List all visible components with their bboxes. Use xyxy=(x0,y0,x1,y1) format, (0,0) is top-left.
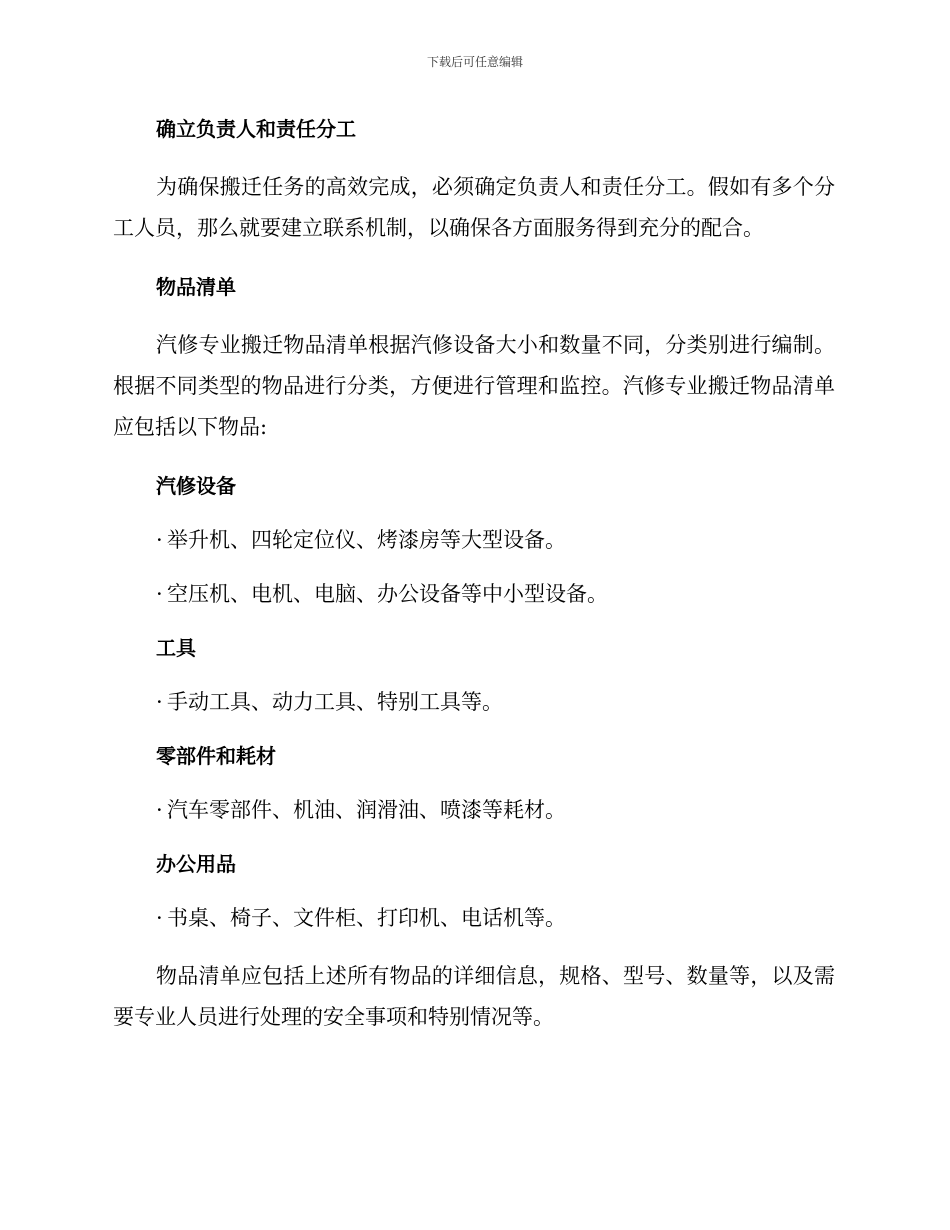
document-body xyxy=(113,113,835,1060)
list-item xyxy=(113,902,835,934)
list-item-text: 书桌、椅子、文件柜、打印机、电话机等。 xyxy=(167,906,566,930)
section-heading-responsibility: 确立负责人和责任分工 xyxy=(156,117,356,141)
paragraph-closing: 物品清单应包括上述所有物品的详细信息，规格、型号、数量等，以及需要专业人员进行处理的安全事项和特别情况等。 xyxy=(113,964,835,1029)
section-heading-office: 办公用品 xyxy=(156,852,236,876)
bullet-mark: · xyxy=(156,690,163,714)
list-item-text: 手动工具、动力工具、特别工具等。 xyxy=(167,690,503,714)
page-header: 下载后可任意编辑 xyxy=(426,55,523,69)
bullet-mark: · xyxy=(156,528,163,552)
list-item xyxy=(113,524,835,556)
section-heading-item-list: 物品清单 xyxy=(156,275,236,299)
section-heading-parts: 零部件和耗材 xyxy=(156,744,276,768)
paragraph-responsibility: 为确保搬迁任务的高效完成，必须确定负责人和责任分工。假如有多个分工人员，那么就要建立联系机制，以确保各方面服务得到充分的配合。 xyxy=(113,175,835,240)
list-item-text: 举升机、四轮定位仪、烤漆房等大型设备。 xyxy=(167,528,566,552)
list-item-text: 汽车零部件、机油、润滑油、喷漆等耗材。 xyxy=(167,798,566,822)
bullet-mark: · xyxy=(156,798,163,822)
bullet-mark: · xyxy=(156,582,163,606)
list-item xyxy=(113,794,835,826)
list-item xyxy=(113,578,835,610)
section-heading-equipment: 汽修设备 xyxy=(156,474,236,498)
list-item xyxy=(113,686,835,718)
list-item-text: 空压机、电机、电脑、办公设备等中小型设备。 xyxy=(167,582,608,606)
bullet-mark: · xyxy=(156,906,163,930)
section-heading-tools: 工具 xyxy=(156,636,196,660)
paragraph-item-list: 汽修专业搬迁物品清单根据汽修设备大小和数量不同，分类别进行编制。根据不同类型的物品进行分类，方便进行管理和监控。汽修专业搬迁物品清单应包括以下物品: xyxy=(113,333,835,439)
